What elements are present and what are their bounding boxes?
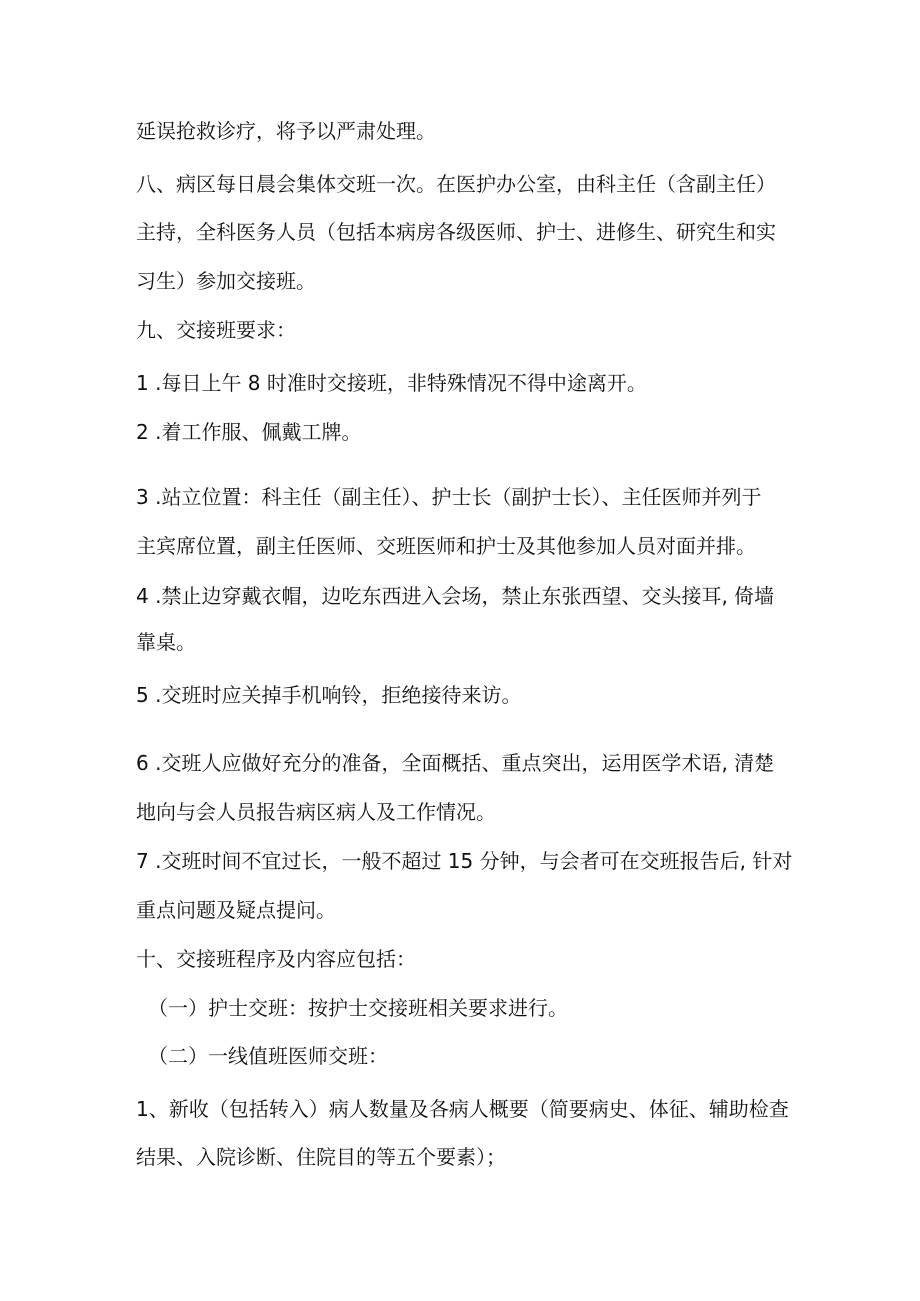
text-line: 2 .着工作服、佩戴工牌。 <box>136 420 362 444</box>
text-line: 重点问题及疑点提问。 <box>136 898 336 922</box>
text-line: 7 .交班时间不宜过长，一般不超过 15 分钟，与会者可在交班报告后, 针对 <box>136 849 793 873</box>
text-line: 1 .每日上午 8 时准时交接班，非特殊情况不得中途离开。 <box>136 371 647 395</box>
text-line: 延误抢救诊疗，将予以严肃处理。 <box>136 119 436 143</box>
text-line: 八、病区每日晨会集体交班一次。在医护办公室，由科主任（含副主任） <box>136 172 776 196</box>
text-line: 4 .禁止边穿戴衣帽，边吃东西进入会场，禁止东张西望、交头接耳, 倚墙 <box>136 584 775 608</box>
text-line: 地向与会人员报告病区病人及工作情况。 <box>136 800 496 824</box>
text-line: 6 .交班人应做好充分的准备，全面概括、重点突出，运用医学术语, 清楚 <box>136 751 775 775</box>
text-line: 十、交接班程序及内容应包括： <box>136 947 416 971</box>
text-line: 九、交接班要求： <box>136 318 296 342</box>
text-line: 5 .交班时应关掉手机响铃，拒绝接待来访。 <box>136 683 522 707</box>
text-line: 主宾席位置，副主任医师、交班医师和护士及其他参加人员对面并排。 <box>136 534 756 558</box>
text-line: 结果、入院诊断、住院目的等五个要素）； <box>136 1145 506 1169</box>
text-line: 主持，全科医务人员（包括本病房各级医师、护士、进修生、研究生和实 <box>136 220 776 244</box>
text-line: （二）一线值班医师交班： <box>148 1044 388 1068</box>
text-line: 靠桌。 <box>136 630 196 654</box>
text-line: 1、新收（包括转入）病人数量及各病人概要（简要病史、体征、辅助检查 <box>136 1097 789 1121</box>
text-line: 习生）参加交接班。 <box>136 269 316 293</box>
text-line: （一）护士交班：按护士交接班相关要求进行。 <box>148 996 568 1020</box>
text-line: 3 .站立位置：科主任（副主任）、护士长（副护士长）、主任医师并列于 <box>136 485 762 509</box>
